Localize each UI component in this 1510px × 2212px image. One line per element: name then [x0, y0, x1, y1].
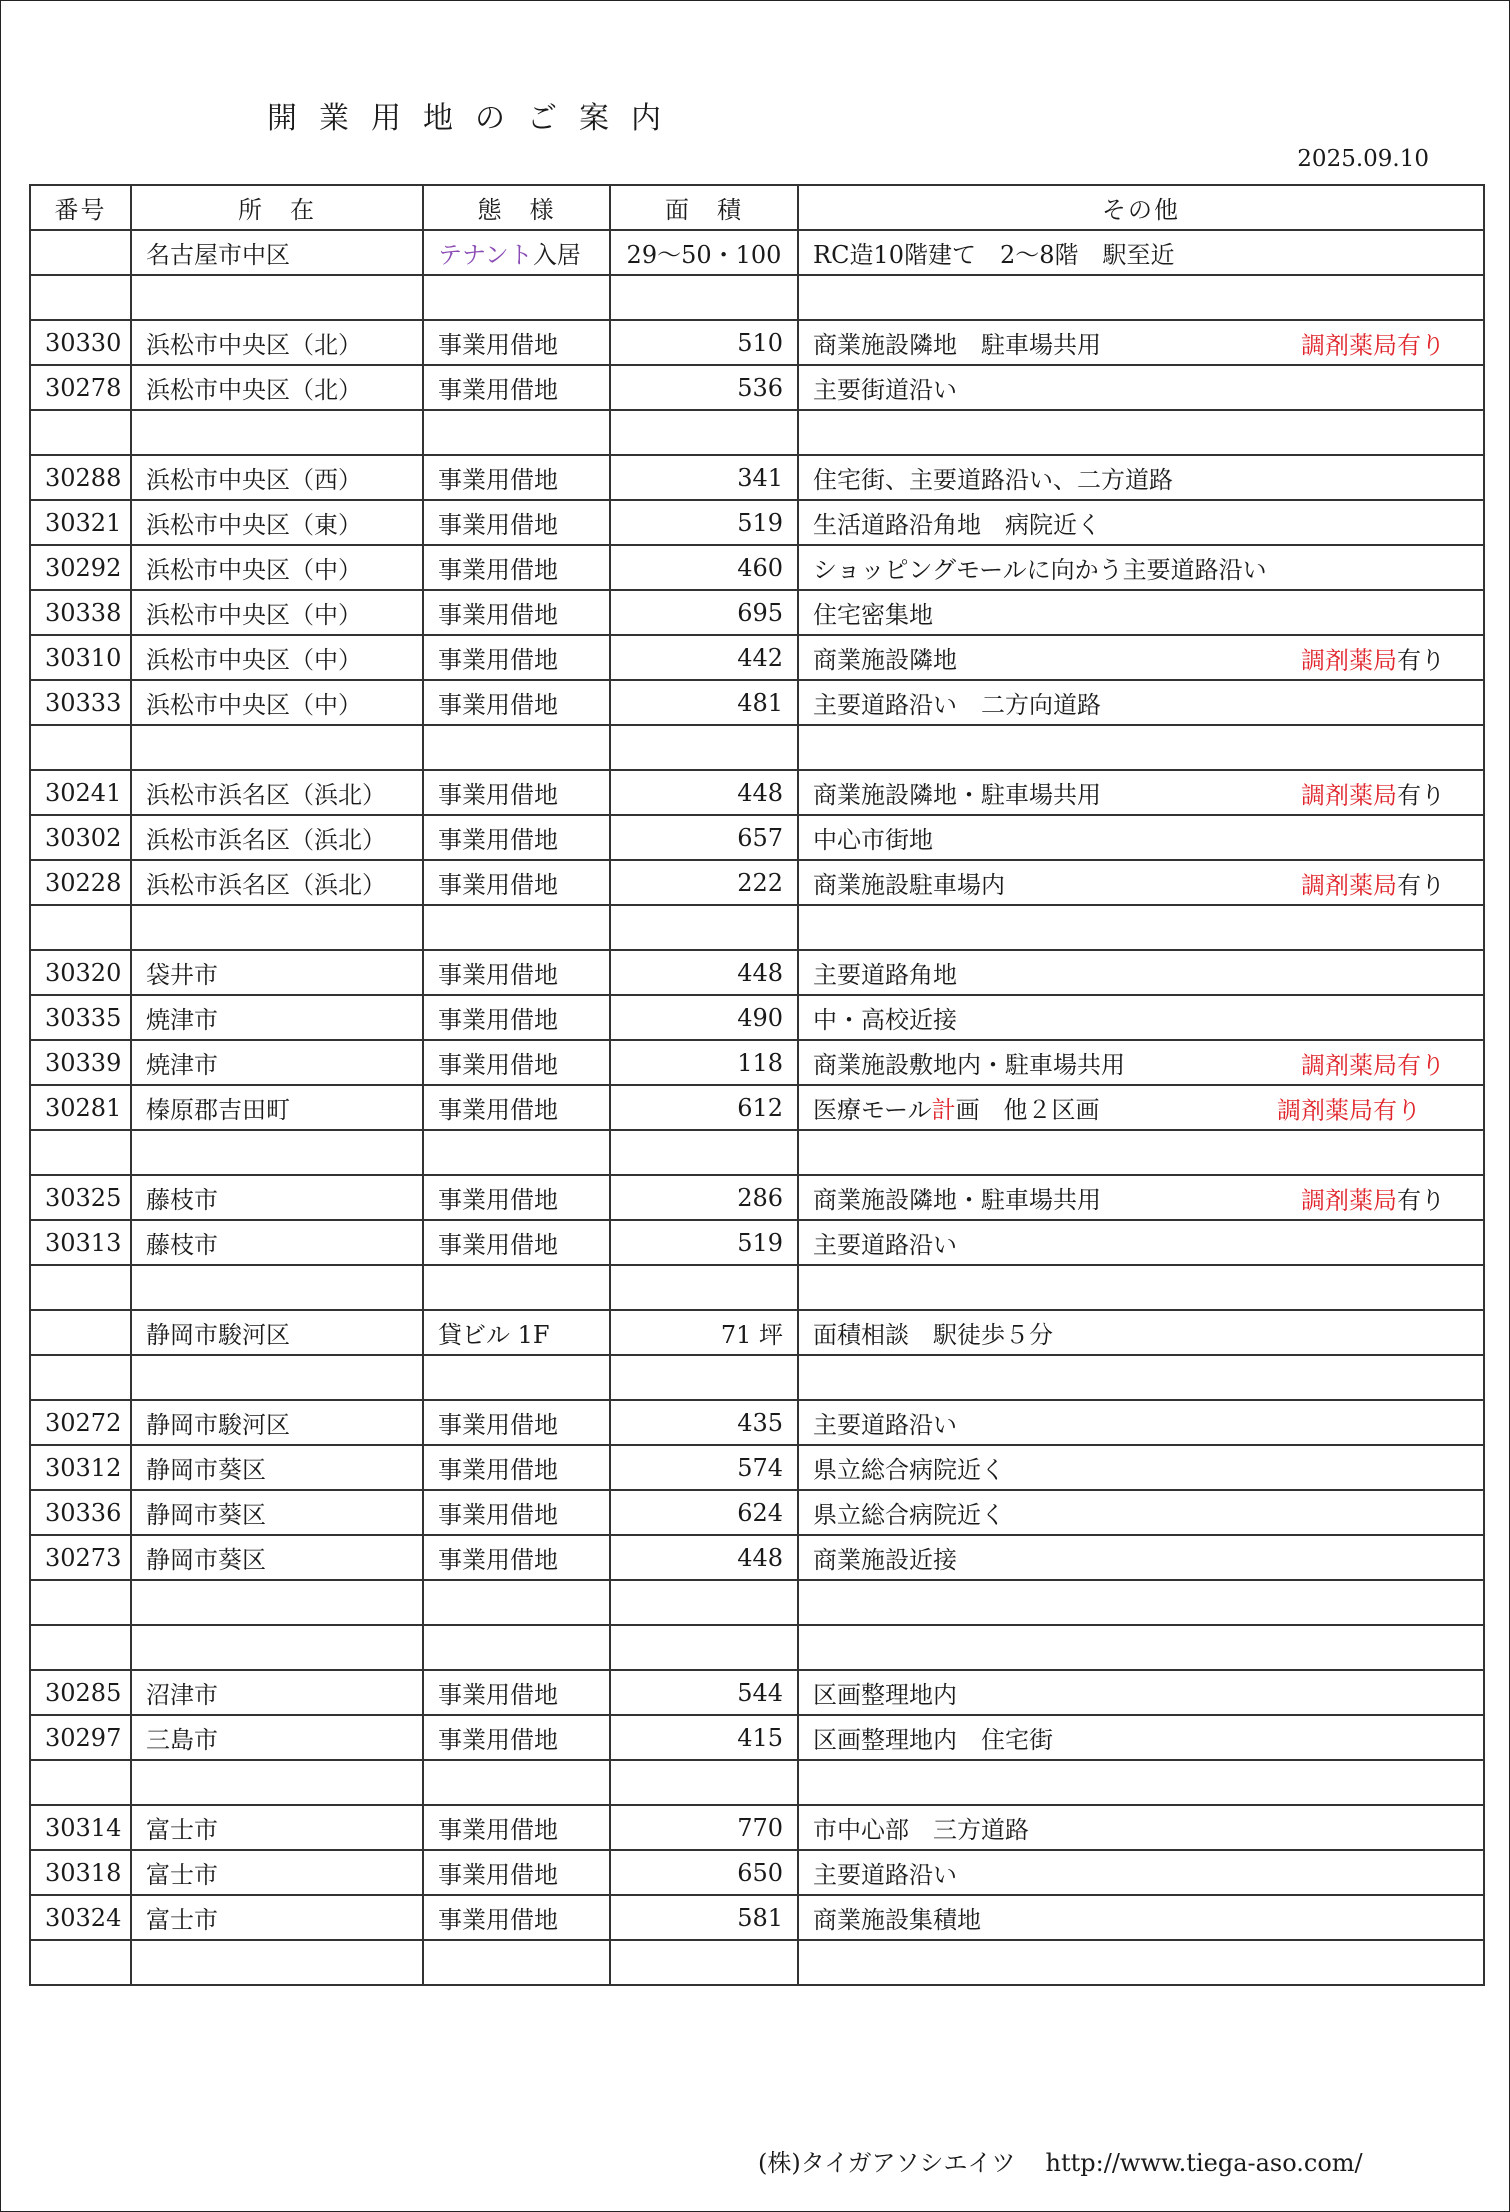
cell-notes — [798, 455, 1484, 500]
cell-area: 460 — [610, 545, 798, 590]
note-text: 住宅密集地 — [813, 601, 933, 629]
pharmacy-tag — [1301, 1045, 1445, 1080]
pharmacy-tag-text: 調剤薬局有り — [1301, 1051, 1445, 1079]
cell-number — [30, 1580, 131, 1625]
pharmacy-tag — [1301, 1180, 1445, 1215]
cell-usage: 事業用借地 — [423, 1850, 610, 1895]
table-row — [30, 1040, 1484, 1085]
cell-location — [131, 905, 423, 950]
cell-notes — [798, 1310, 1484, 1355]
cell-area — [610, 1265, 798, 1310]
cell-area — [610, 1355, 798, 1400]
blank-row — [30, 1625, 1484, 1670]
table-row — [30, 320, 1484, 365]
cell-notes — [798, 1805, 1484, 1850]
cell-location: 浜松市中央区（西） — [131, 455, 423, 500]
pharmacy-tag-text: 有り — [1397, 646, 1445, 674]
cell-number: 30325 — [30, 1175, 131, 1220]
note-text: 区画整理地内 住宅街 — [813, 1726, 1053, 1754]
cell-notes — [798, 1040, 1484, 1085]
cell-number: 30335 — [30, 995, 131, 1040]
cell-location: 三島市 — [131, 1715, 423, 1760]
cell-location: 浜松市中央区（東） — [131, 500, 423, 545]
pharmacy-tag-text: 調剤薬局有り — [1301, 331, 1445, 359]
cell-area: 510 — [610, 320, 798, 365]
cell-number: 30330 — [30, 320, 131, 365]
table-row — [30, 1400, 1484, 1445]
cell-location — [131, 1265, 423, 1310]
company-name: (株)タイガアソシエイツ — [758, 2149, 1016, 2177]
note-text: ショッピングモールに向かう主要道路沿い — [813, 556, 1267, 584]
note-text: 主要道路沿い — [813, 1411, 957, 1439]
cell-location: 富士市 — [131, 1805, 423, 1850]
table-row — [30, 590, 1484, 635]
cell-location: 藤枝市 — [131, 1175, 423, 1220]
header-number: 番号 — [30, 185, 131, 230]
cell-location — [131, 725, 423, 770]
cell-area: 29〜50・100 — [610, 230, 798, 275]
table-row — [30, 950, 1484, 995]
cell-area: 448 — [610, 1535, 798, 1580]
cell-area: 574 — [610, 1445, 798, 1490]
table-row — [30, 770, 1484, 815]
blank-row — [30, 1580, 1484, 1625]
cell-location: 静岡市葵区 — [131, 1490, 423, 1535]
cell-usage: 事業用借地 — [423, 680, 610, 725]
cell-notes — [798, 1895, 1484, 1940]
pharmacy-tag-text: 有り — [1397, 871, 1445, 899]
cell-notes — [798, 1850, 1484, 1895]
cell-number: 30336 — [30, 1490, 131, 1535]
document-date: 2025.09.10 — [1297, 146, 1429, 172]
cell-area: 415 — [610, 1715, 798, 1760]
cell-number: 30318 — [30, 1850, 131, 1895]
cell-location: 藤枝市 — [131, 1220, 423, 1265]
pharmacy-tag — [1301, 325, 1445, 360]
table-body — [30, 230, 1484, 1985]
cell-usage: 事業用借地 — [423, 1535, 610, 1580]
cell-number — [30, 1310, 131, 1355]
cell-notes — [798, 320, 1484, 365]
table-row — [30, 1445, 1484, 1490]
cell-notes — [798, 1265, 1484, 1310]
note-text: 商業施設集積地 — [813, 1906, 981, 1934]
cell-location: 榛原郡吉田町 — [131, 1085, 423, 1130]
cell-notes — [798, 590, 1484, 635]
cell-number — [30, 1940, 131, 1985]
cell-usage: 事業用借地 — [423, 1670, 610, 1715]
cell-location: 浜松市浜名区（浜北） — [131, 770, 423, 815]
cell-area: 71 坪 — [610, 1310, 798, 1355]
property-table — [29, 184, 1485, 1986]
cell-number: 30297 — [30, 1715, 131, 1760]
cell-usage: 事業用借地 — [423, 1715, 610, 1760]
cell-location — [131, 410, 423, 455]
table-row — [30, 1670, 1484, 1715]
table-row — [30, 815, 1484, 860]
note-text: 商業施設隣地 — [813, 646, 957, 674]
cell-location: 浜松市中央区（北） — [131, 365, 423, 410]
cell-notes — [798, 905, 1484, 950]
cell-number: 30312 — [30, 1445, 131, 1490]
cell-area: 657 — [610, 815, 798, 860]
cell-number — [30, 1625, 131, 1670]
cell-area: 442 — [610, 635, 798, 680]
table-row — [30, 500, 1484, 545]
blank-row — [30, 410, 1484, 455]
cell-number — [30, 1265, 131, 1310]
cell-location — [131, 1760, 423, 1805]
cell-usage — [423, 275, 610, 320]
cell-usage — [423, 410, 610, 455]
note-text: 商業施設隣地 駐車場共用 — [813, 331, 1101, 359]
cell-location — [131, 275, 423, 320]
cell-usage: 事業用借地 — [423, 545, 610, 590]
table-row — [30, 1715, 1484, 1760]
cell-location: 静岡市駿河区 — [131, 1310, 423, 1355]
note-text: 主要街道沿い — [813, 376, 957, 404]
cell-area: 612 — [610, 1085, 798, 1130]
page-title: 開業用地のご案内 — [267, 101, 683, 136]
pharmacy-tag-text: 調剤薬局有り — [1277, 1096, 1421, 1124]
cell-location: 浜松市中央区（中） — [131, 590, 423, 635]
cell-notes — [798, 635, 1484, 680]
cell-number — [30, 230, 131, 275]
cell-number: 30313 — [30, 1220, 131, 1265]
cell-area: 770 — [610, 1805, 798, 1850]
cell-notes — [798, 365, 1484, 410]
cell-area — [610, 1130, 798, 1175]
cell-usage: 事業用借地 — [423, 1445, 610, 1490]
cell-usage — [423, 905, 610, 950]
cell-number: 30241 — [30, 770, 131, 815]
cell-location: 静岡市駿河区 — [131, 1400, 423, 1445]
cell-area: 519 — [610, 1220, 798, 1265]
cell-number: 30272 — [30, 1400, 131, 1445]
cell-location: 袋井市 — [131, 950, 423, 995]
cell-notes — [798, 1355, 1484, 1400]
cell-usage: 事業用借地 — [423, 590, 610, 635]
cell-notes — [798, 1130, 1484, 1175]
cell-location: 富士市 — [131, 1850, 423, 1895]
cell-usage — [423, 1265, 610, 1310]
cell-notes — [798, 410, 1484, 455]
company-url-link[interactable]: http://www.tiega-aso.com/ — [1045, 2149, 1363, 2177]
table-row — [30, 455, 1484, 500]
cell-number: 30310 — [30, 635, 131, 680]
blank-row — [30, 1130, 1484, 1175]
note-text: 商業施設隣地・駐車場共用 — [813, 781, 1101, 809]
cell-area: 118 — [610, 1040, 798, 1085]
cell-area — [610, 905, 798, 950]
note-text: 中心市街地 — [813, 826, 933, 854]
cell-location — [131, 1580, 423, 1625]
table-row — [30, 1175, 1484, 1220]
cell-notes — [798, 1175, 1484, 1220]
pharmacy-tag — [1277, 1090, 1421, 1125]
cell-number — [30, 1760, 131, 1805]
note-text: 商業施設敷地内・駐車場共用 — [813, 1051, 1125, 1079]
cell-location: 沼津市 — [131, 1670, 423, 1715]
cell-usage: 事業用借地 — [423, 1085, 610, 1130]
note-text: RC造10階建て 2〜8階 駅至近 — [813, 241, 1175, 269]
cell-notes — [798, 1085, 1484, 1130]
cell-number — [30, 1355, 131, 1400]
cell-number: 30339 — [30, 1040, 131, 1085]
cell-usage: 事業用借地 — [423, 950, 610, 995]
cell-usage: 事業用借地 — [423, 815, 610, 860]
cell-notes — [798, 275, 1484, 320]
cell-location: 焼津市 — [131, 1040, 423, 1085]
cell-location: 焼津市 — [131, 995, 423, 1040]
cell-area: 435 — [610, 1400, 798, 1445]
cell-number: 30324 — [30, 1895, 131, 1940]
note-text: 主要道路角地 — [813, 961, 957, 989]
note-text: 中・高校近接 — [813, 1006, 957, 1034]
note-text: 主要道路沿い — [813, 1231, 957, 1259]
note-text: 主要道路沿い 二方向道路 — [813, 691, 1101, 719]
cell-usage: 事業用借地 — [423, 320, 610, 365]
cell-area: 650 — [610, 1850, 798, 1895]
blank-row — [30, 905, 1484, 950]
cell-notes — [798, 860, 1484, 905]
cell-location: 浜松市中央区（北） — [131, 320, 423, 365]
note-text: 医療モール — [813, 1096, 932, 1124]
cell-number — [30, 905, 131, 950]
cell-usage: 事業用借地 — [423, 770, 610, 815]
cell-area — [610, 1580, 798, 1625]
blank-row — [30, 1265, 1484, 1310]
cell-usage: 事業用借地 — [423, 1490, 610, 1535]
cell-usage: 事業用借地 — [423, 995, 610, 1040]
cell-area: 624 — [610, 1490, 798, 1535]
cell-area: 519 — [610, 500, 798, 545]
table-row — [30, 1310, 1484, 1355]
footer — [758, 2143, 1438, 2178]
cell-number: 30333 — [30, 680, 131, 725]
cell-notes — [798, 950, 1484, 995]
cell-number: 30314 — [30, 1805, 131, 1850]
pharmacy-tag-highlight: 調剤薬局 — [1301, 781, 1397, 809]
table-row — [30, 230, 1484, 275]
cell-usage — [423, 1625, 610, 1670]
cell-number: 30288 — [30, 455, 131, 500]
cell-location — [131, 1355, 423, 1400]
cell-area — [610, 410, 798, 455]
cell-area — [610, 725, 798, 770]
cell-notes — [798, 995, 1484, 1040]
cell-location: 静岡市葵区 — [131, 1445, 423, 1490]
cell-notes — [798, 1535, 1484, 1580]
cell-area — [610, 275, 798, 320]
cell-usage: 事業用借地 — [423, 365, 610, 410]
cell-number — [30, 275, 131, 320]
cell-notes — [798, 1940, 1484, 1985]
cell-notes — [798, 770, 1484, 815]
pharmacy-tag — [1301, 865, 1445, 900]
cell-usage: 事業用借地 — [423, 455, 610, 500]
cell-number — [30, 725, 131, 770]
cell-area: 448 — [610, 770, 798, 815]
table-row — [30, 1535, 1484, 1580]
cell-area: 490 — [610, 995, 798, 1040]
cell-usage — [423, 1355, 610, 1400]
cell-notes — [798, 1445, 1484, 1490]
cell-notes — [798, 1760, 1484, 1805]
cell-number: 30278 — [30, 365, 131, 410]
pharmacy-tag — [1301, 775, 1445, 810]
cell-notes — [798, 500, 1484, 545]
cell-usage: 貸ビル 1F — [423, 1310, 610, 1355]
note-text: 生活道路沿角地 病院近く — [813, 511, 1101, 539]
cell-location — [131, 1940, 423, 1985]
cell-notes — [798, 545, 1484, 590]
cell-number: 30292 — [30, 545, 131, 590]
table-row — [30, 545, 1484, 590]
table-row — [30, 365, 1484, 410]
cell-number: 30281 — [30, 1085, 131, 1130]
cell-area: 448 — [610, 950, 798, 995]
cell-area — [610, 1760, 798, 1805]
note-text: 区画整理地内 — [813, 1681, 957, 1709]
table-row — [30, 1850, 1484, 1895]
blank-row — [30, 275, 1484, 320]
usage-highlight: テナント — [438, 241, 533, 269]
cell-usage: 事業用借地 — [423, 1805, 610, 1850]
table-row — [30, 995, 1484, 1040]
cell-usage: 事業用借地 — [423, 1895, 610, 1940]
cell-notes — [798, 1490, 1484, 1535]
cell-number: 30285 — [30, 1670, 131, 1715]
cell-area: 481 — [610, 680, 798, 725]
cell-area: 695 — [610, 590, 798, 635]
cell-location: 浜松市浜名区（浜北） — [131, 815, 423, 860]
cell-location: 富士市 — [131, 1895, 423, 1940]
cell-usage: 事業用借地 — [423, 1175, 610, 1220]
cell-notes — [798, 1400, 1484, 1445]
pharmacy-tag — [1301, 640, 1445, 675]
usage-text: 入居 — [532, 241, 581, 269]
cell-number: 30320 — [30, 950, 131, 995]
cell-number — [30, 1130, 131, 1175]
cell-usage: 事業用借地 — [423, 860, 610, 905]
cell-area: 544 — [610, 1670, 798, 1715]
cell-location: 浜松市中央区（中） — [131, 635, 423, 680]
note-text: 主要道路沿い — [813, 1861, 957, 1889]
note-text: 画 他２区画 — [955, 1096, 1100, 1124]
cell-number: 30273 — [30, 1535, 131, 1580]
table-row — [30, 680, 1484, 725]
cell-location: 浜松市中央区（中） — [131, 680, 423, 725]
cell-usage: 事業用借地 — [423, 1400, 610, 1445]
pharmacy-tag-highlight: 調剤薬局 — [1301, 646, 1397, 674]
cell-location: 静岡市葵区 — [131, 1535, 423, 1580]
note-text: 商業施設隣地・駐車場共用 — [813, 1186, 1101, 1214]
table-row — [30, 635, 1484, 680]
cell-number: 30321 — [30, 500, 131, 545]
cell-usage — [423, 230, 610, 275]
blank-row — [30, 725, 1484, 770]
table-row — [30, 1895, 1484, 1940]
cell-area — [610, 1940, 798, 1985]
table-row — [30, 1490, 1484, 1535]
cell-area — [610, 1625, 798, 1670]
cell-usage — [423, 725, 610, 770]
note-text: 商業施設駐車場内 — [813, 871, 1005, 899]
table-row — [30, 1805, 1484, 1850]
blank-row — [30, 1355, 1484, 1400]
pharmacy-tag-highlight: 調剤薬局 — [1301, 1186, 1397, 1214]
note-highlight: 計 — [931, 1096, 956, 1124]
header-usage: 態 様 — [423, 185, 610, 230]
table-row — [30, 860, 1484, 905]
cell-usage — [423, 1760, 610, 1805]
note-text: 市中心部 三方道路 — [813, 1816, 1029, 1844]
pharmacy-tag-text: 有り — [1397, 781, 1445, 809]
cell-location: 名古屋市中区 — [131, 230, 423, 275]
cell-area: 341 — [610, 455, 798, 500]
cell-location: 浜松市中央区（中） — [131, 545, 423, 590]
table-row — [30, 1085, 1484, 1130]
cell-notes — [798, 1715, 1484, 1760]
cell-area: 581 — [610, 1895, 798, 1940]
note-text: 商業施設近接 — [813, 1546, 957, 1574]
cell-notes — [798, 680, 1484, 725]
cell-location — [131, 1625, 423, 1670]
cell-number: 30338 — [30, 590, 131, 635]
cell-location: 浜松市浜名区（浜北） — [131, 860, 423, 905]
note-text: 県立総合病院近く — [813, 1456, 1005, 1484]
cell-notes — [798, 725, 1484, 770]
cell-number — [30, 410, 131, 455]
table-header-row — [30, 185, 1484, 230]
cell-area: 286 — [610, 1175, 798, 1220]
cell-area: 536 — [610, 365, 798, 410]
header-area: 面 積 — [610, 185, 798, 230]
cell-notes — [798, 1220, 1484, 1265]
cell-usage — [423, 1580, 610, 1625]
cell-number: 30302 — [30, 815, 131, 860]
cell-notes — [798, 1625, 1484, 1670]
cell-notes — [798, 815, 1484, 860]
table-row — [30, 1220, 1484, 1265]
note-text: 住宅街、主要道路沿い、二方道路 — [813, 466, 1173, 494]
cell-notes — [798, 230, 1484, 275]
blank-row — [30, 1760, 1484, 1805]
header-location: 所 在 — [131, 185, 423, 230]
cell-usage: 事業用借地 — [423, 500, 610, 545]
pharmacy-tag-text: 有り — [1397, 1186, 1445, 1214]
blank-row — [30, 1940, 1484, 1985]
note-text: 県立総合病院近く — [813, 1501, 1005, 1529]
cell-usage: 事業用借地 — [423, 1040, 610, 1085]
cell-usage: 事業用借地 — [423, 635, 610, 680]
header-notes: その他 — [798, 185, 1484, 230]
cell-area: 222 — [610, 860, 798, 905]
cell-notes — [798, 1670, 1484, 1715]
cell-notes — [798, 1580, 1484, 1625]
cell-usage — [423, 1130, 610, 1175]
cell-location — [131, 1130, 423, 1175]
cell-number: 30228 — [30, 860, 131, 905]
note-text: 面積相談 駅徒歩５分 — [813, 1321, 1053, 1349]
pharmacy-tag-highlight: 調剤薬局 — [1301, 871, 1397, 899]
cell-usage — [423, 1940, 610, 1985]
cell-usage: 事業用借地 — [423, 1220, 610, 1265]
